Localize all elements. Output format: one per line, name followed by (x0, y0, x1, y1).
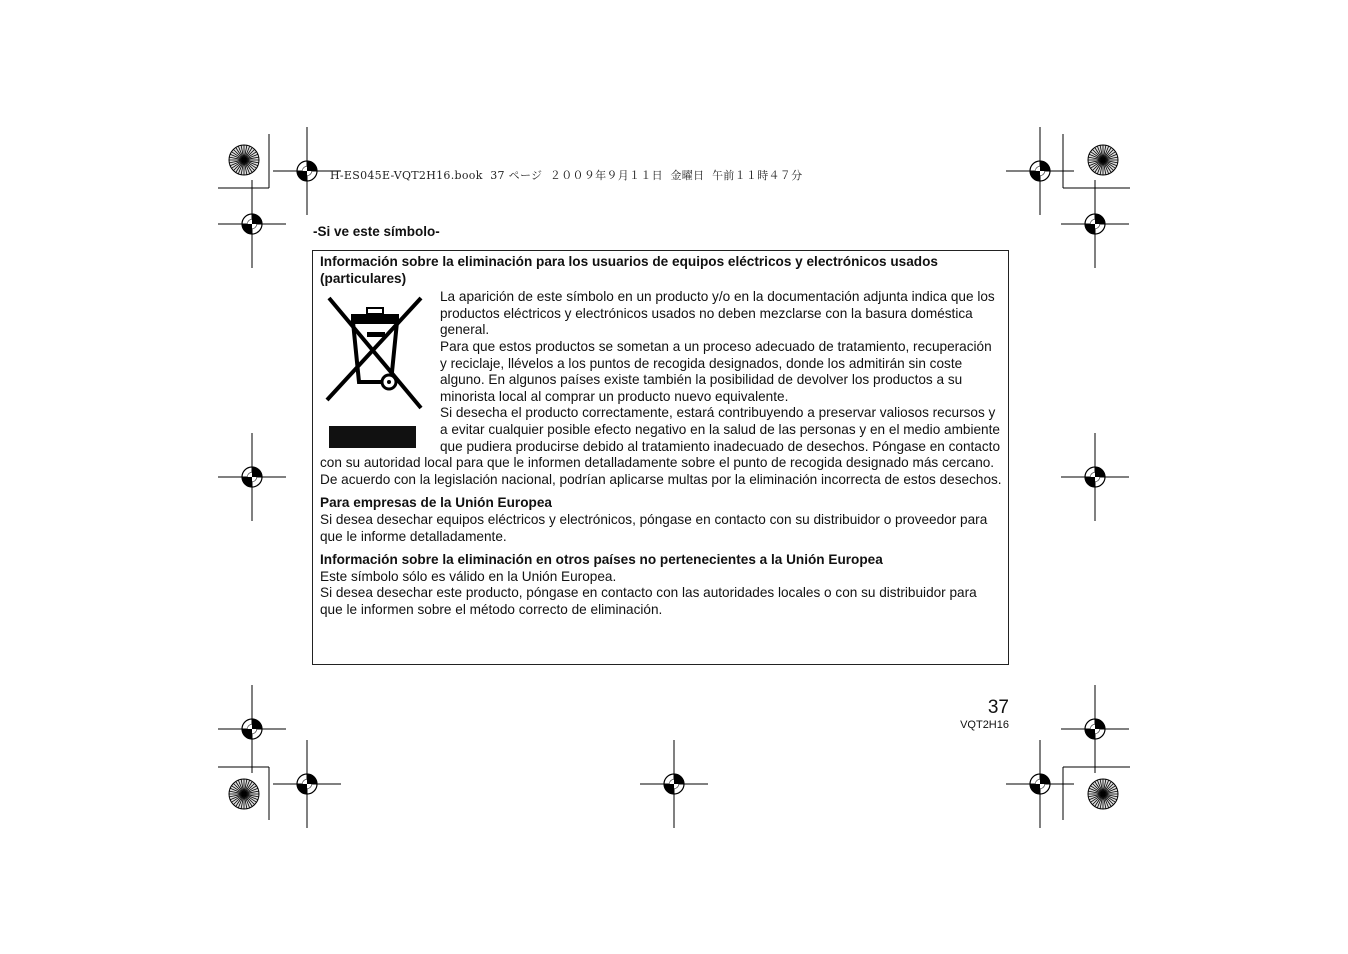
symbol-underbar (329, 426, 416, 448)
paragraph-fines: De acuerdo con la legislación nacional, podrían aplicarse multas por la eliminación incorrecta de estos desechos. (320, 471, 1002, 487)
business-heading: Para empresas de la Unión Europea (320, 495, 552, 511)
non-eu-heading: Información sobre la eliminación en otros países no pertenecientes a la Unión Europea (320, 552, 883, 568)
box-title: Información sobre la eliminación para los usuarios de equipos eléctricos y electrónicos usados (particulares) (320, 254, 938, 286)
paragraph-symbol-meaning: La aparición de este símbolo en un producto y/o en la documentación adjunta indica que los productos eléctricos y electrónicos usados no deben mezclarse con la basura doméstica general. (440, 289, 995, 338)
weee-symbol (319, 289, 433, 453)
non-eu-text-1: Este símbolo sólo es válido en la Unión Europea. (320, 568, 617, 584)
business-text: Si desea desechar equipos eléctricos y electrónicos, póngase en contacto con su distribuidor o proveedor para que le informe detalladamente. (320, 511, 988, 544)
paragraph-benefits: Si desecha el producto correctamente, estará contribuyendo a preservar valiosos recursos y a evitar cualquier posible efecto negativo en la salud de las personas y en el medio ambiente que pudiera producirse debido al tratamiento inadecuado de desechos. Póngase en contacto con su autoridad local para que le informen detalladamente sobre el punto de recogida designado más cercano. (320, 405, 1001, 471)
crossed-out-bin-icon (319, 290, 431, 420)
paragraph-collection: Para que estos productos se sometan a un proceso adecuado de tratamiento, recuperación y reciclaje, llévelos a los puntos de recogida designados, donde los admitirán sin coste alguno. En algunos países existe también la posibilidad de devolver los productos a su minorista local al comprar un producto nuevo equivalente. (440, 338, 992, 404)
model-code: VQT2H16 (960, 719, 1009, 731)
print-header: H-ES045E-VQT2H16.book 37 ページ ２００９年９月１１日 金曜日 午前１１時４７分 (330, 169, 803, 182)
page-number: 37 (987, 697, 1009, 718)
weee-info-box (312, 250, 1009, 665)
non-eu-text-2: Si desea desechar este producto, póngase en contacto con las autoridades locales o con su distribuidor para que le informen sobre el método correcto de eliminación. (320, 585, 977, 617)
section-heading: -Si ve este símbolo- (313, 224, 440, 239)
